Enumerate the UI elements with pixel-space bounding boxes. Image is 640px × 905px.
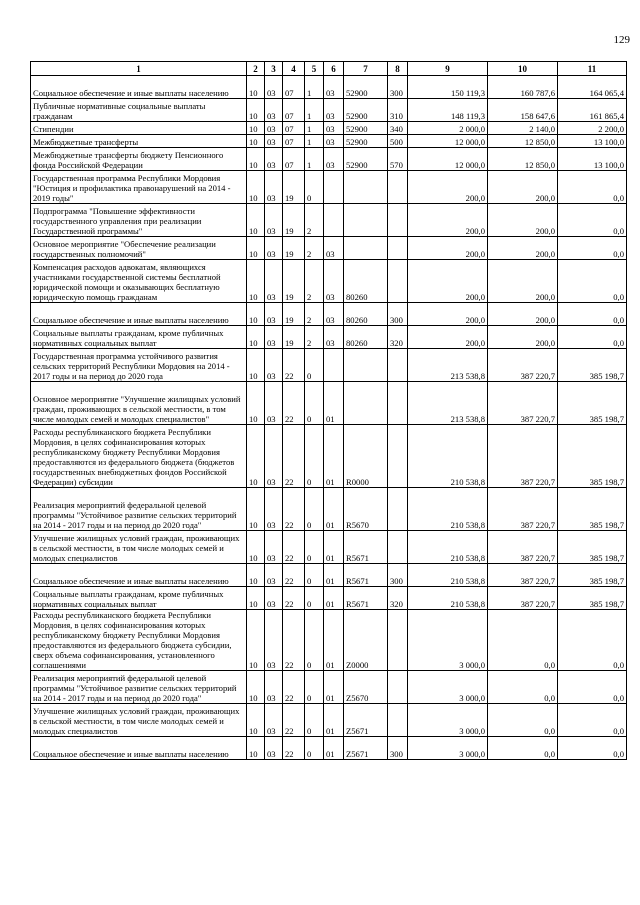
code-expense-type xyxy=(388,425,408,488)
code-program: 19 xyxy=(283,326,305,349)
amount-col-11: 385 198,7 xyxy=(558,349,627,382)
code-subsection: 03 xyxy=(265,488,283,531)
code-activity: 01 xyxy=(324,564,344,587)
table-row xyxy=(31,564,627,587)
code-direction: R5671 xyxy=(344,564,388,587)
code-expense-type xyxy=(388,704,408,737)
amount-col-11: 0,0 xyxy=(558,737,627,760)
code-expense-type xyxy=(388,260,408,303)
header-cell: 11 xyxy=(558,62,627,76)
code-activity: 01 xyxy=(324,610,344,671)
code-subprogram: 1 xyxy=(305,122,324,135)
amount-col-11: 13 100,0 xyxy=(558,135,627,148)
code-direction: Z5670 xyxy=(344,671,388,704)
code-direction: Z0000 xyxy=(344,610,388,671)
amount-col-10: 2 140,0 xyxy=(488,122,558,135)
code-program: 07 xyxy=(283,99,305,122)
code-activity: 03 xyxy=(324,303,344,326)
code-section: 10 xyxy=(247,610,265,671)
code-section: 10 xyxy=(247,303,265,326)
amount-col-11: 385 198,7 xyxy=(558,382,627,425)
code-section: 10 xyxy=(247,99,265,122)
amount-col-10: 12 850,0 xyxy=(488,135,558,148)
code-direction: R0000 xyxy=(344,425,388,488)
code-expense-type: 570 xyxy=(388,148,408,171)
table-row xyxy=(31,671,627,704)
amount-col-9: 210 538,8 xyxy=(408,425,488,488)
code-program: 22 xyxy=(283,531,305,564)
code-subsection: 03 xyxy=(265,171,283,204)
row-name: Основное мероприятие "Улучшение жилищных условий граждан, проживающих в сельской местности, в том числе молодых семей и молодых специалистов" xyxy=(31,382,247,425)
amount-col-9: 200,0 xyxy=(408,204,488,237)
code-direction: R5671 xyxy=(344,531,388,564)
code-expense-type xyxy=(388,382,408,425)
header-cell: 8 xyxy=(388,62,408,76)
code-activity: 01 xyxy=(324,488,344,531)
table-row xyxy=(31,425,627,488)
amount-col-9: 2 000,0 xyxy=(408,122,488,135)
row-name: Государственная программа Республики Мордовия "Юстиция и профилактика правонарушений на 2014 - 2019 годы" xyxy=(31,171,247,204)
row-name: Социальное обеспечение и иные выплаты населению xyxy=(31,76,247,99)
code-subprogram: 0 xyxy=(305,349,324,382)
code-activity xyxy=(324,204,344,237)
code-subprogram: 2 xyxy=(305,326,324,349)
code-program: 22 xyxy=(283,382,305,425)
code-expense-type: 320 xyxy=(388,326,408,349)
code-section: 10 xyxy=(247,260,265,303)
code-direction: 52900 xyxy=(344,148,388,171)
code-program: 07 xyxy=(283,122,305,135)
code-direction xyxy=(344,382,388,425)
code-direction: 52900 xyxy=(344,135,388,148)
code-activity: 03 xyxy=(324,148,344,171)
table-row xyxy=(31,76,627,99)
amount-col-9: 210 538,8 xyxy=(408,531,488,564)
amount-col-9: 200,0 xyxy=(408,303,488,326)
amount-col-10: 387 220,7 xyxy=(488,382,558,425)
code-section: 10 xyxy=(247,737,265,760)
table-row xyxy=(31,349,627,382)
header-cell: 4 xyxy=(283,62,305,76)
code-expense-type: 340 xyxy=(388,122,408,135)
code-subprogram: 2 xyxy=(305,303,324,326)
code-subprogram: 0 xyxy=(305,671,324,704)
amount-col-11: 385 198,7 xyxy=(558,564,627,587)
code-expense-type: 500 xyxy=(388,135,408,148)
table-row xyxy=(31,204,627,237)
code-section: 10 xyxy=(247,148,265,171)
code-direction: R5671 xyxy=(344,587,388,610)
code-section: 10 xyxy=(247,349,265,382)
row-name: Подпрограмма "Повышение эффективности государственного управления при реализации Государственной программы" xyxy=(31,204,247,237)
header-cell: 10 xyxy=(488,62,558,76)
code-expense-type: 300 xyxy=(388,76,408,99)
amount-col-10: 200,0 xyxy=(488,171,558,204)
amount-col-9: 148 119,3 xyxy=(408,99,488,122)
code-subsection: 03 xyxy=(265,122,283,135)
amount-col-11: 161 865,4 xyxy=(558,99,627,122)
code-section: 10 xyxy=(247,237,265,260)
table-row xyxy=(31,382,627,425)
amount-col-11: 0,0 xyxy=(558,326,627,349)
row-name: Улучшение жилищных условий граждан, проживающих в сельской местности, в том числе молодых семей и молодых специалистов xyxy=(31,704,247,737)
code-direction: 80260 xyxy=(344,326,388,349)
code-program: 19 xyxy=(283,171,305,204)
code-activity: 01 xyxy=(324,587,344,610)
code-expense-type xyxy=(388,204,408,237)
row-name: Социальное обеспечение и иные выплаты населению xyxy=(31,737,247,760)
code-direction xyxy=(344,349,388,382)
table-row xyxy=(31,171,627,204)
code-activity: 03 xyxy=(324,260,344,303)
code-section: 10 xyxy=(247,382,265,425)
row-name: Расходы республиканского бюджета Республики Мордовия, в целях софинансирования которых республиканскому бюджету Республики Мордовия предоставляются из федерального бюджета субсидии, сверх объема софинансирования, установленного соглашениями xyxy=(31,610,247,671)
code-direction: Z5671 xyxy=(344,704,388,737)
code-activity: 01 xyxy=(324,737,344,760)
amount-col-9: 200,0 xyxy=(408,260,488,303)
code-subsection: 03 xyxy=(265,610,283,671)
code-subprogram: 1 xyxy=(305,148,324,171)
code-subsection: 03 xyxy=(265,425,283,488)
code-subsection: 03 xyxy=(265,704,283,737)
code-expense-type xyxy=(388,531,408,564)
amount-col-10: 0,0 xyxy=(488,671,558,704)
code-program: 19 xyxy=(283,303,305,326)
code-expense-type xyxy=(388,237,408,260)
amount-col-11: 0,0 xyxy=(558,237,627,260)
amount-col-10: 387 220,7 xyxy=(488,488,558,531)
code-program: 22 xyxy=(283,737,305,760)
code-section: 10 xyxy=(247,204,265,237)
amount-col-11: 0,0 xyxy=(558,671,627,704)
amount-col-10: 387 220,7 xyxy=(488,425,558,488)
amount-col-10: 0,0 xyxy=(488,610,558,671)
table-row xyxy=(31,148,627,171)
row-name: Компенсация расходов адвокатам, являющихся участниками государственной системы бесплатной юридической помощи и оказывающих бесплатную юридическую помощь гражданам xyxy=(31,260,247,303)
code-subsection: 03 xyxy=(265,671,283,704)
amount-col-9: 3 000,0 xyxy=(408,704,488,737)
amount-col-10: 0,0 xyxy=(488,704,558,737)
code-subprogram: 0 xyxy=(305,488,324,531)
code-subprogram: 2 xyxy=(305,260,324,303)
row-name: Социальные выплаты гражданам, кроме публичных нормативных социальных выплат xyxy=(31,587,247,610)
code-section: 10 xyxy=(247,587,265,610)
row-name: Социальное обеспечение и иные выплаты населению xyxy=(31,303,247,326)
header-cell: 3 xyxy=(265,62,283,76)
code-subprogram: 0 xyxy=(305,737,324,760)
row-name: Реализация мероприятий федеральной целевой программы "Устойчивое развитие сельских территорий на 2014 - 2017 годы и на период до 2020 года" xyxy=(31,671,247,704)
code-subsection: 03 xyxy=(265,587,283,610)
code-direction: R5670 xyxy=(344,488,388,531)
code-direction xyxy=(344,237,388,260)
code-program: 22 xyxy=(283,610,305,671)
code-subsection: 03 xyxy=(265,237,283,260)
code-subprogram: 1 xyxy=(305,99,324,122)
amount-col-10: 200,0 xyxy=(488,303,558,326)
table-row xyxy=(31,99,627,122)
code-subprogram: 2 xyxy=(305,237,324,260)
code-activity: 03 xyxy=(324,326,344,349)
code-section: 10 xyxy=(247,171,265,204)
code-subsection: 03 xyxy=(265,260,283,303)
row-name: Социальное обеспечение и иные выплаты населению xyxy=(31,564,247,587)
code-expense-type: 300 xyxy=(388,303,408,326)
row-name: Стипендии xyxy=(31,122,247,135)
table-row xyxy=(31,303,627,326)
code-subsection: 03 xyxy=(265,349,283,382)
amount-col-9: 200,0 xyxy=(408,326,488,349)
code-subprogram: 0 xyxy=(305,704,324,737)
amount-col-11: 0,0 xyxy=(558,303,627,326)
row-name: Улучшение жилищных условий граждан, проживающих в сельской местности, в том числе молодых семей и молодых специалистов xyxy=(31,531,247,564)
code-program: 07 xyxy=(283,135,305,148)
table-row xyxy=(31,488,627,531)
code-program: 22 xyxy=(283,587,305,610)
code-direction: Z5671 xyxy=(344,737,388,760)
table-row xyxy=(31,326,627,349)
amount-col-10: 387 220,7 xyxy=(488,564,558,587)
amount-col-9: 200,0 xyxy=(408,171,488,204)
amount-col-11: 13 100,0 xyxy=(558,148,627,171)
code-program: 07 xyxy=(283,76,305,99)
amount-col-11: 0,0 xyxy=(558,610,627,671)
amount-col-11: 0,0 xyxy=(558,260,627,303)
page-number: 129 xyxy=(613,34,630,46)
code-expense-type: 310 xyxy=(388,99,408,122)
row-name: Межбюджетные трансферты бюджету Пенсионного фонда Российской Федерации xyxy=(31,148,247,171)
header-cell: 5 xyxy=(305,62,324,76)
amount-col-9: 213 538,8 xyxy=(408,349,488,382)
code-subsection: 03 xyxy=(265,531,283,564)
code-program: 19 xyxy=(283,237,305,260)
header-cell: 1 xyxy=(31,62,247,76)
code-program: 22 xyxy=(283,671,305,704)
amount-col-9: 12 000,0 xyxy=(408,148,488,171)
code-program: 22 xyxy=(283,349,305,382)
amount-col-10: 200,0 xyxy=(488,260,558,303)
code-direction xyxy=(344,171,388,204)
code-subprogram: 0 xyxy=(305,382,324,425)
row-name: Государственная программа устойчивого развития сельских территорий Республики Мордовия на 2014 - 2017 годы и на период до 2020 года xyxy=(31,349,247,382)
code-section: 10 xyxy=(247,326,265,349)
header-cell: 9 xyxy=(408,62,488,76)
amount-col-11: 385 198,7 xyxy=(558,587,627,610)
row-name: Социальные выплаты гражданам, кроме публичных нормативных социальных выплат xyxy=(31,326,247,349)
code-direction: 52900 xyxy=(344,99,388,122)
amount-col-9: 210 538,8 xyxy=(408,488,488,531)
code-section: 10 xyxy=(247,671,265,704)
amount-col-10: 387 220,7 xyxy=(488,349,558,382)
amount-col-10: 200,0 xyxy=(488,326,558,349)
code-expense-type xyxy=(388,610,408,671)
table-row xyxy=(31,610,627,671)
code-subsection: 03 xyxy=(265,564,283,587)
header-row xyxy=(31,62,627,76)
table-row xyxy=(31,737,627,760)
code-activity: 01 xyxy=(324,425,344,488)
amount-col-9: 3 000,0 xyxy=(408,610,488,671)
code-subsection: 03 xyxy=(265,303,283,326)
amount-col-11: 0,0 xyxy=(558,204,627,237)
code-activity xyxy=(324,349,344,382)
row-name: Расходы республиканского бюджета Республики Мордовия, в целях софинансирования которых республиканскому бюджету Республики Мордовия предоставляются из федерального бюджета (бюджетов государственных внебюджетных фондов Российской Федерации) субсидии xyxy=(31,425,247,488)
code-subsection: 03 xyxy=(265,204,283,237)
code-program: 22 xyxy=(283,704,305,737)
code-direction: 52900 xyxy=(344,122,388,135)
code-subprogram: 0 xyxy=(305,564,324,587)
header-cell: 2 xyxy=(247,62,265,76)
code-section: 10 xyxy=(247,122,265,135)
amount-col-10: 12 850,0 xyxy=(488,148,558,171)
code-subsection: 03 xyxy=(265,148,283,171)
code-subprogram: 0 xyxy=(305,171,324,204)
budget-table xyxy=(30,61,627,760)
amount-col-10: 0,0 xyxy=(488,737,558,760)
code-program: 22 xyxy=(283,488,305,531)
table-row xyxy=(31,531,627,564)
code-program: 22 xyxy=(283,425,305,488)
amount-col-11: 0,0 xyxy=(558,171,627,204)
table-row xyxy=(31,704,627,737)
table-row xyxy=(31,135,627,148)
row-name: Межбюджетные трансферты xyxy=(31,135,247,148)
code-activity: 03 xyxy=(324,122,344,135)
code-activity: 01 xyxy=(324,531,344,564)
code-direction: 80260 xyxy=(344,260,388,303)
code-section: 10 xyxy=(247,425,265,488)
code-section: 10 xyxy=(247,76,265,99)
code-activity xyxy=(324,171,344,204)
table-row xyxy=(31,587,627,610)
code-expense-type xyxy=(388,488,408,531)
code-expense-type: 320 xyxy=(388,587,408,610)
code-expense-type: 300 xyxy=(388,564,408,587)
code-program: 22 xyxy=(283,564,305,587)
amount-col-11: 385 198,7 xyxy=(558,488,627,531)
code-activity: 01 xyxy=(324,704,344,737)
code-subsection: 03 xyxy=(265,76,283,99)
code-activity: 03 xyxy=(324,135,344,148)
amount-col-10: 387 220,7 xyxy=(488,531,558,564)
header-cell: 6 xyxy=(324,62,344,76)
code-activity: 03 xyxy=(324,99,344,122)
code-activity: 01 xyxy=(324,671,344,704)
code-activity: 03 xyxy=(324,76,344,99)
code-section: 10 xyxy=(247,135,265,148)
code-subsection: 03 xyxy=(265,135,283,148)
amount-col-11: 0,0 xyxy=(558,704,627,737)
code-section: 10 xyxy=(247,488,265,531)
code-section: 10 xyxy=(247,531,265,564)
code-subsection: 03 xyxy=(265,99,283,122)
code-expense-type xyxy=(388,171,408,204)
amount-col-10: 387 220,7 xyxy=(488,587,558,610)
code-direction xyxy=(344,204,388,237)
amount-col-10: 200,0 xyxy=(488,237,558,260)
amount-col-11: 385 198,7 xyxy=(558,425,627,488)
amount-col-10: 158 647,6 xyxy=(488,99,558,122)
amount-col-9: 210 538,8 xyxy=(408,587,488,610)
code-program: 19 xyxy=(283,260,305,303)
amount-col-10: 200,0 xyxy=(488,204,558,237)
amount-col-11: 385 198,7 xyxy=(558,531,627,564)
code-subprogram: 0 xyxy=(305,587,324,610)
amount-col-10: 160 787,6 xyxy=(488,76,558,99)
code-subprogram: 2 xyxy=(305,204,324,237)
amount-col-9: 3 000,0 xyxy=(408,737,488,760)
amount-col-9: 12 000,0 xyxy=(408,135,488,148)
table-row xyxy=(31,122,627,135)
amount-col-9: 200,0 xyxy=(408,237,488,260)
code-subsection: 03 xyxy=(265,326,283,349)
code-subprogram: 0 xyxy=(305,610,324,671)
code-subprogram: 0 xyxy=(305,425,324,488)
code-program: 19 xyxy=(283,204,305,237)
amount-col-9: 213 538,8 xyxy=(408,382,488,425)
code-section: 10 xyxy=(247,564,265,587)
header-cell: 7 xyxy=(344,62,388,76)
code-program: 07 xyxy=(283,148,305,171)
code-subprogram: 1 xyxy=(305,76,324,99)
amount-col-11: 2 200,0 xyxy=(558,122,627,135)
code-subprogram: 1 xyxy=(305,135,324,148)
code-subsection: 03 xyxy=(265,737,283,760)
code-subsection: 03 xyxy=(265,382,283,425)
amount-col-9: 210 538,8 xyxy=(408,564,488,587)
code-expense-type: 300 xyxy=(388,737,408,760)
code-expense-type xyxy=(388,671,408,704)
code-expense-type xyxy=(388,349,408,382)
code-section: 10 xyxy=(247,704,265,737)
code-subprogram: 0 xyxy=(305,531,324,564)
amount-col-11: 164 065,4 xyxy=(558,76,627,99)
table-row xyxy=(31,237,627,260)
code-activity: 01 xyxy=(324,382,344,425)
row-name: Реализация мероприятий федеральной целевой программы "Устойчивое развитие сельских территорий на 2014 - 2017 годы и на период до 2020 года" xyxy=(31,488,247,531)
table-row xyxy=(31,260,627,303)
amount-col-9: 3 000,0 xyxy=(408,671,488,704)
row-name: Основное мероприятие "Обеспечение реализации государственных полномочий" xyxy=(31,237,247,260)
code-direction: 80260 xyxy=(344,303,388,326)
code-activity: 03 xyxy=(324,237,344,260)
row-name: Публичные нормативные социальные выплаты гражданам xyxy=(31,99,247,122)
code-direction: 52900 xyxy=(344,76,388,99)
amount-col-9: 150 119,3 xyxy=(408,76,488,99)
